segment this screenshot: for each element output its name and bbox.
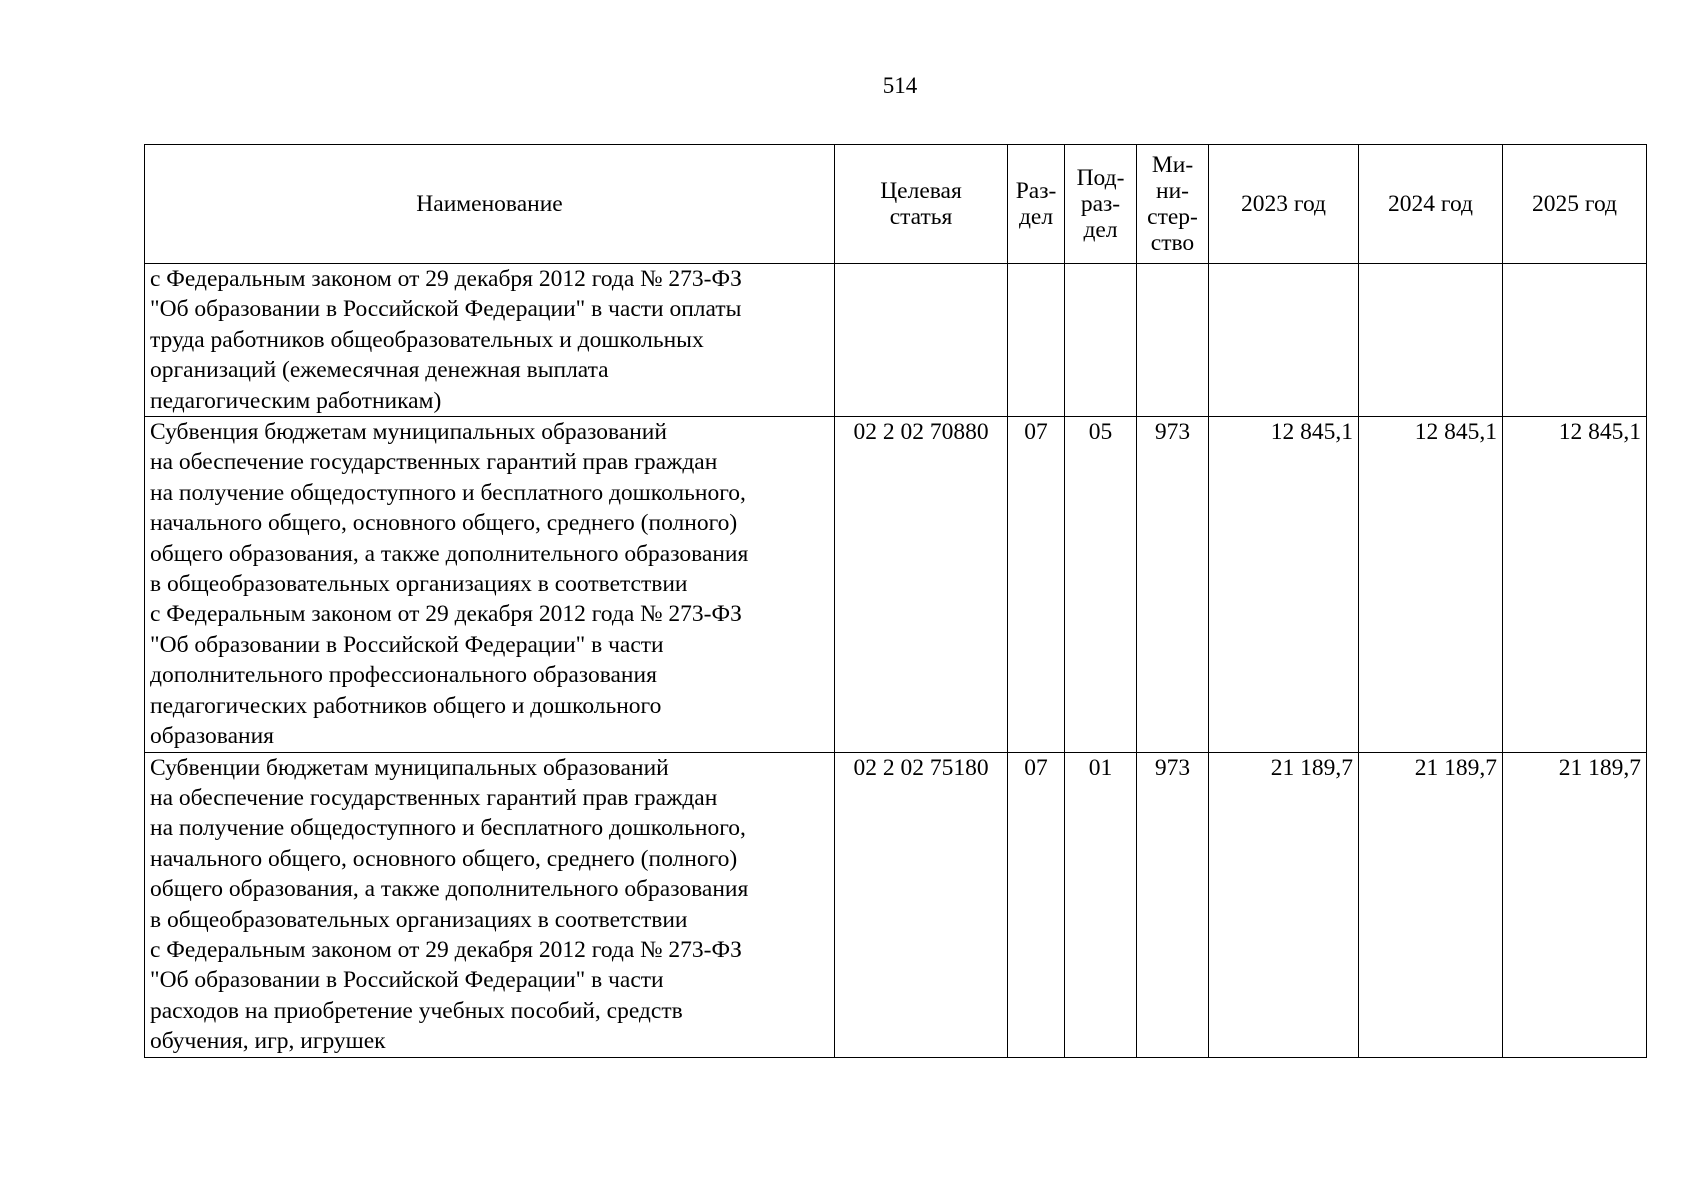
header-year-2023-label: 2023 год <box>1241 190 1326 217</box>
row-amount-2023: 21 189,7 <box>1209 752 1359 1057</box>
header-section-label: Раз- дел <box>1015 178 1057 230</box>
row-name: с Федеральным законом от 29 декабря 2012 года № 273-ФЗ "Об образовании в Российской Федерации" в части оплаты труда работников общеобразовательных и дошкольных организаций (ежемесячная денежная выплата педагогическим работникам) <box>145 264 835 417</box>
row-target-article: 02 2 02 75180 <box>835 752 1008 1057</box>
row-ministry: 973 <box>1137 417 1209 752</box>
row-amount-2024: 12 845,1 <box>1359 417 1503 752</box>
header-year-2024 <box>1359 145 1503 264</box>
budget-table <box>144 144 1647 1058</box>
header-name-label: Наименование <box>416 191 563 217</box>
table-header-row <box>145 145 1647 264</box>
row-target-article <box>835 264 1008 417</box>
header-section <box>1008 145 1065 264</box>
header-year-2024-label: 2024 год <box>1388 190 1473 217</box>
header-year-2025 <box>1503 145 1647 264</box>
header-year-2025-label: 2025 год <box>1532 190 1617 217</box>
header-ministry-label: Ми- ни- стер- ство <box>1147 152 1198 256</box>
header-subsection <box>1065 145 1137 264</box>
table-row <box>145 264 1647 417</box>
row-amount-2025: 21 189,7 <box>1503 752 1647 1057</box>
header-name <box>145 145 835 264</box>
row-section <box>1008 264 1065 417</box>
row-name: Субвенция бюджетам муниципальных образований на обеспечение государственных гарантий прав граждан на получение общедоступного и бесплатного дошкольного, начального общего, основного общего, среднего (полного) общего образования, а также дополнительного образования в общеобразовательных организациях в соответствии с Федеральным законом от 29 декабря 2012 года № 273-ФЗ "Об образовании в Российской Федерации" в части дополнительного профессионального образования педагогических работников общего и дошкольного образования <box>145 417 835 752</box>
row-subsection: 01 <box>1065 752 1137 1057</box>
row-ministry: 973 <box>1137 752 1209 1057</box>
row-amount-2025 <box>1503 264 1647 417</box>
row-ministry <box>1137 264 1209 417</box>
row-amount-2025: 12 845,1 <box>1503 417 1647 752</box>
header-year-2023 <box>1209 145 1359 264</box>
row-subsection <box>1065 264 1137 417</box>
table-row <box>145 752 1647 1057</box>
row-amount-2023: 12 845,1 <box>1209 417 1359 752</box>
row-section: 07 <box>1008 752 1065 1057</box>
row-target-article: 02 2 02 70880 <box>835 417 1008 752</box>
table-row <box>145 417 1647 752</box>
page-number: 514 <box>882 73 918 98</box>
row-amount-2024 <box>1359 264 1503 417</box>
row-amount-2024: 21 189,7 <box>1359 752 1503 1057</box>
row-section: 07 <box>1008 417 1065 752</box>
header-target-article-label: Целевая статья <box>880 178 962 230</box>
header-target-article <box>835 145 1008 264</box>
header-ministry <box>1137 145 1209 264</box>
header-subsection-label: Под- раз- дел <box>1076 165 1125 243</box>
row-amount-2023 <box>1209 264 1359 417</box>
row-name: Субвенции бюджетам муниципальных образований на обеспечение государственных гарантий прав граждан на получение общедоступного и бесплатного дошкольного, начального общего, основного общего, среднего (полного) общего образования, а также дополнительного образования в общеобразовательных организациях в соответствии с Федеральным законом от 29 декабря 2012 года № 273-ФЗ "Об образовании в Российской Федерации" в части расходов на приобретение учебных пособий, средств обучения, игр, игрушек <box>145 752 835 1057</box>
row-subsection: 05 <box>1065 417 1137 752</box>
